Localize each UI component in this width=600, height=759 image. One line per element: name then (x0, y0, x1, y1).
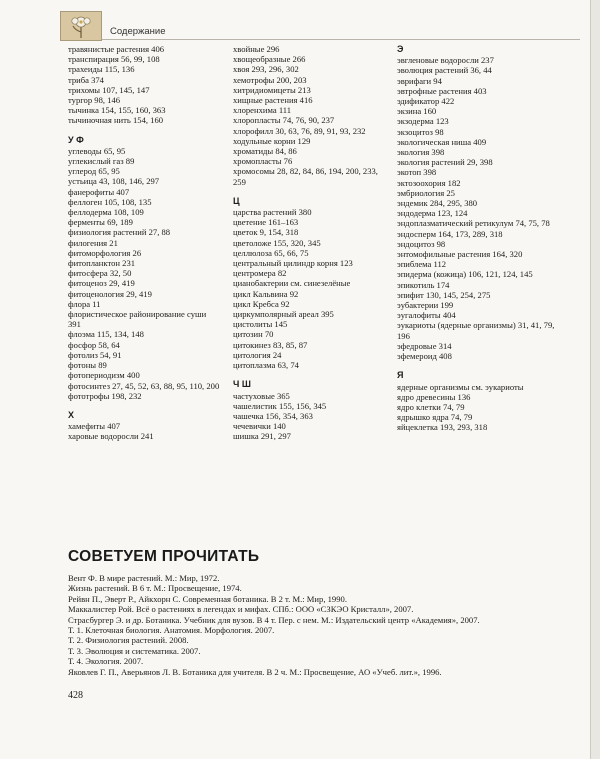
index-entry: эпиблема 112 (397, 259, 447, 270)
index-entry: фосфор 58, 64 (68, 339, 120, 350)
index-entry: филогения 21 (68, 237, 118, 248)
reading-item: Жизнь растений. В 6 т. М.: Просвещение, 1974. (68, 583, 242, 594)
index-column-1 (68, 44, 220, 442)
index-entry: шишка 291, 297 (233, 431, 291, 442)
index-entry: цикл Кребса 92 (233, 298, 290, 309)
index-letter-heading: У Ф (68, 134, 84, 145)
index-entry: цитология 24 (233, 349, 282, 360)
index-entry: фототрофы 198, 232 (68, 390, 142, 401)
index-entry: углерод 65, 95 (68, 166, 120, 177)
reading-item: Яковлев Г. П., Аверьянов Л. В. Ботаника для учителя. В 2 ч. М.: Просвещение, АО «Учеб. лит.», 1996. (68, 666, 442, 677)
index-entry: хроматиды 84, 86 (233, 146, 297, 157)
index-entry: эврифаги 94 (397, 75, 442, 86)
index-entry: флора 11 (68, 298, 101, 309)
page-header (60, 11, 580, 40)
index-entry: фитопланктон 231 (68, 258, 136, 269)
reading-list (68, 573, 568, 677)
index-entry: фотопериодизм 400 (68, 370, 140, 381)
index-entry: эугалофиты 404 (397, 310, 456, 321)
reading-item: Т. 2. Физиология растений. 2008. (68, 635, 189, 646)
index-entry: эфемероид 408 (397, 351, 452, 362)
reading-item: Т. 3. Эволюция и систематика. 2007. (68, 645, 201, 656)
index-letter-heading: Ч Ш (233, 379, 251, 390)
index-entry: эпифит 130, 145, 254, 275 (397, 289, 491, 300)
index-entry: чечевички 140 (233, 421, 286, 432)
index-entry: транспирация 56, 99, 108 (68, 54, 160, 65)
index-entry: эндосперм 164, 173, 289, 318 (397, 228, 503, 239)
page-number: 428 (68, 690, 83, 701)
index-entry: эукариоты (ядерные организмы) 31, 41, 79, 196 (397, 320, 555, 341)
index-entry: фанерофиты 407 (68, 186, 130, 197)
index-entry: хлорофилл 30, 63, 76, 89, 91, 93, 232 (233, 125, 366, 136)
index-entry: экология 398 (397, 147, 445, 158)
reading-item: Т. 4. Экология. 2007. (68, 656, 144, 667)
index-entry: устьица 43, 108, 146, 297 (68, 176, 160, 187)
index-entry: фотолиз 54, 91 (68, 349, 122, 360)
index-entry: энтомофильные растения 164, 320 (397, 249, 523, 260)
index-entry: эндоплазматический ретикулум 74, 75, 78 (397, 218, 550, 229)
reading-item: Рейвн П., Эверт Р., Айкхорн С. Современная ботаника. В 2 т. М.: Мир, 1990. (68, 593, 347, 604)
index-entry: хлоропласты 74, 76, 90, 237 (233, 115, 335, 126)
index-entry: фотоны 89 (68, 360, 107, 371)
index-entry: эвгленовые водоросли 237 (397, 55, 494, 66)
index-entry: экология растений 29, 398 (397, 157, 493, 168)
reading-item: Вент Ф. В мире растений. М.: Мир, 1972. (68, 573, 220, 583)
index-entry: эфедровые 314 (397, 340, 452, 351)
index-entry: центральный цилиндр корня 123 (233, 258, 353, 269)
index-entry: хвойные 296 (233, 44, 280, 54)
index-entry: ядрышко ядра 74, 79 (397, 412, 473, 423)
index-entry: центромера 82 (233, 268, 287, 279)
index-entry: хищные растения 416 (233, 95, 313, 106)
index-entry: частуховые 365 (233, 390, 290, 401)
index-entry: ядерные организмы см. эукариоты (397, 381, 524, 392)
index-entry: тургор 98, 146 (68, 95, 121, 106)
reading-item: Маккалистер Рой. Всё о растениях в легендах и мифах. СПб.: ООО «СЗКЭО Кристалл», 2007. (68, 604, 414, 615)
index-entry: хвоя 293, 296, 302 (233, 64, 299, 75)
index-entry: физиология растений 27, 88 (68, 227, 171, 238)
reading-item: Страсбургер Э. и др. Ботаника. Учебник для вузов. В 4 т. Пер. с нем. М.: Издательский центр «Академия», 2007. (68, 614, 480, 625)
index-entry: эктозоохория 182 (397, 177, 461, 188)
index-entry: эндемик 284, 295, 380 (397, 198, 478, 209)
index-entry: экзоцитоз 98 (397, 126, 444, 137)
index-letter-heading: Э (397, 44, 404, 54)
index-letter-heading: Ц (233, 195, 240, 206)
index-entry: экзодерма 123 (397, 116, 449, 127)
index-entry: цикл Кальвина 92 (233, 288, 299, 299)
index-entry: флоэма 115, 134, 148 (68, 329, 144, 340)
index-entry: эвтрофные растения 403 (397, 85, 487, 96)
section-header-title: Содержание (110, 26, 166, 37)
index-entry: экотоп 398 (397, 167, 437, 178)
index-entry: хемотрофы 200, 203 (233, 74, 307, 85)
index-entry: фитоценоз 29, 419 (68, 278, 135, 289)
index-entry: эпидерма (кожица) 106, 121, 124, 145 (397, 269, 533, 280)
flower-emblem-icon (60, 11, 102, 41)
index-entry: царства растений 380 (233, 207, 312, 218)
index-entry: цитокинез 83, 85, 87 (233, 339, 308, 350)
index-entry: эубактерии 199 (397, 300, 454, 311)
index-entry: цветоложе 155, 320, 345 (233, 237, 321, 248)
index-entry: флористическое районирование суши 391 (68, 309, 207, 330)
index-entry: ходульные корни 129 (233, 135, 311, 146)
index-letter-heading: Х (68, 409, 75, 420)
index-entry: эмбриология 25 (397, 187, 455, 198)
index-entry: циркумполярный ареал 395 (233, 309, 334, 320)
index-entry: ядро клетки 74, 79 (397, 401, 465, 412)
index-entry: экзина 160 (397, 106, 437, 117)
index-entry: хромосомы 28, 82, 84, 86, 194, 200, 233, 259 (233, 166, 378, 187)
index-entry: эпикотиль 174 (397, 279, 450, 290)
index-entry: фотосинтез 27, 45, 52, 63, 88, 95, 110, 200 (68, 380, 220, 391)
index-entry: ядро древесины 136 (397, 391, 471, 402)
index-entry: углеводы 65, 95 (68, 145, 126, 156)
index-entry: чашелистик 155, 156, 345 (233, 400, 327, 411)
index-entry: углекислый газ 89 (68, 156, 135, 167)
index-entry: трихомы 107, 145, 147 (68, 84, 150, 95)
index-entry: цитоплазма 63, 74 (233, 360, 299, 371)
index-entry: цветок 9, 154, 318 (233, 227, 299, 238)
reading-section-title: СОВЕТУЕМ ПРОЧИТАТЬ (68, 548, 260, 565)
reading-item: Т. 1. Клеточная биология. Анатомия. Морфология. 2007. (68, 625, 275, 636)
index-entry: цветение 161–163 (233, 217, 299, 228)
index-entry: трахеиды 115, 136 (68, 64, 135, 75)
index-entry: тычинка 154, 155, 160, 363 (68, 105, 166, 116)
index-entry: фитоморфология 26 (68, 247, 142, 258)
index-column-3 (397, 44, 557, 433)
index-entry: хромопласты 76 (233, 156, 293, 167)
index-column-2 (233, 44, 385, 442)
index-entry: яйцеклетка 193, 293, 318 (397, 422, 488, 433)
index-entry: хвощеобразные 266 (233, 54, 306, 65)
index-entry: ферменты 69, 189 (68, 217, 133, 228)
index-entry: экологическая ниша 409 (397, 136, 487, 147)
index-letter-heading: Я (397, 370, 404, 381)
index-entry: тычиночная нить 154, 160 (68, 115, 164, 126)
index-entry: феллодерма 108, 109 (68, 207, 144, 218)
index-entry: фитоценология 29, 419 (68, 288, 152, 299)
index-entry: эдификатор 422 (397, 96, 455, 107)
index-entry: травянистые растения 406 (68, 44, 165, 54)
index-entry: цистолиты 145 (233, 319, 288, 330)
index-entry: чашечка 156, 354, 363 (233, 410, 313, 421)
index-entry: цианобактерии см. синезелёные (233, 278, 351, 289)
index-entry: харовые водоросли 241 (68, 431, 154, 442)
index-entry: цитозин 70 (233, 329, 274, 340)
index-entry: феллоген 105, 108, 135 (68, 196, 152, 207)
index-entry: целлюлоза 65, 66, 75 (233, 247, 309, 258)
index-entry: триба 374 (68, 74, 104, 85)
index-entry: эволюция растений 36, 44 (397, 65, 492, 76)
index-entry: эндодерма 123, 124 (397, 208, 468, 219)
index-entry: эндоцитоз 98 (397, 238, 446, 249)
index-entry: хлоренхима 111 (233, 105, 292, 116)
index-entry: хамефиты 407 (68, 421, 121, 432)
index-entry: фитосфера 32, 50 (68, 268, 132, 279)
index-entry: хитридиомицеты 213 (233, 84, 311, 95)
